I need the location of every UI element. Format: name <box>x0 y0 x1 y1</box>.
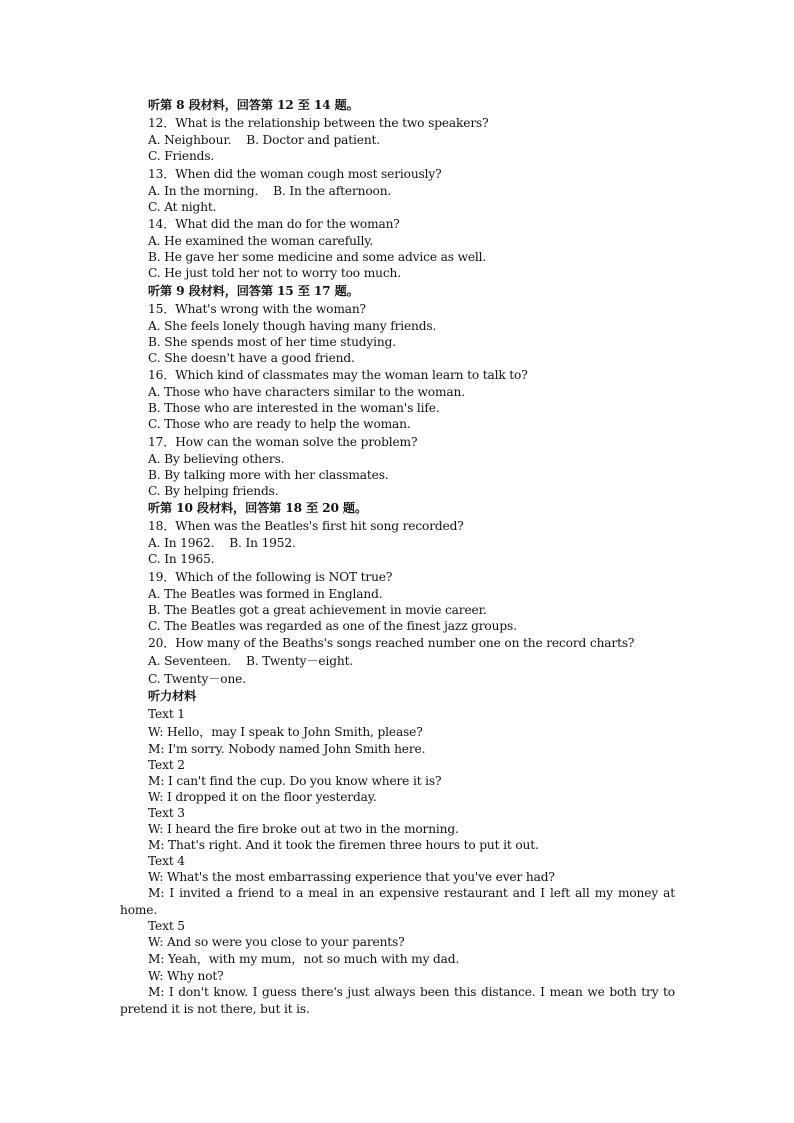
text-1-line-1: W: Hello，may I speak to John Smith, please? <box>148 725 423 739</box>
text-4-label: Text 4 <box>148 854 185 868</box>
question-19-option-a: A. The Beatles was formed in England. <box>148 587 383 601</box>
question-16-option-c: C. Those who are ready to help the woman. <box>148 417 411 431</box>
question-13-option-c: C. At night. <box>148 200 217 214</box>
text-2-label: Text 2 <box>148 758 185 772</box>
text-4-line-1: W: What's the most embarrassing experience that you've ever had? <box>148 870 555 884</box>
question-17-option-b: B. By talking more with her classmates. <box>148 468 389 482</box>
question-16-option-a: A. Those who have characters similar to the woman. <box>148 385 465 399</box>
question-14-option-b: B. He gave her some medicine and some advice as well. <box>148 250 487 264</box>
question-14: 14．What did the man do for the woman? <box>148 217 400 231</box>
question-15-option-a: A. She feels lonely though having many friends. <box>148 319 437 333</box>
question-15-option-b: B. She spends most of her time studying. <box>148 335 396 349</box>
transcript-header: 听力材料 <box>148 689 197 703</box>
question-17-option-c: C. By helping friends. <box>148 484 279 498</box>
text-5-line-4: M: I don't know. I guess there's just always been this distance. I mean we both try to pretend it is not there, but it is. <box>120 985 675 1016</box>
text-5-line-1: W: And so were you close to your parents? <box>148 935 405 949</box>
question-14-option-a: A. He examined the woman carefully. <box>148 234 374 248</box>
question-14-option-c: C. He just told her not to worry too much. <box>148 266 401 280</box>
text-5-line-2: M: Yeah，with my mum，not so much with my dad. <box>148 952 460 966</box>
text-5-line-3: W: Why not? <box>148 969 224 983</box>
question-15-option-c: C. She doesn't have a good friend. <box>148 351 355 365</box>
text-4-line-2: M: I invited a friend to a meal in an expensive restaurant and I left all my money at home. <box>120 886 675 917</box>
question-16-option-b: B. Those who are interested in the woman's life. <box>148 401 440 415</box>
question-20-option-c: C. Twenty－one. <box>148 672 246 686</box>
question-13: 13．When did the woman cough most seriously? <box>148 167 442 181</box>
question-19-option-b: B. The Beatles got a great achievement in movie career. <box>148 603 487 617</box>
section-9-header: 听第 9 段材料，回答第 15 至 17 题。 <box>148 284 359 298</box>
section-10-header: 听第 10 段材料，回答第 18 至 20 题。 <box>148 501 367 515</box>
question-13-options-ab: A. In the morning. B. In the afternoon. <box>148 184 392 198</box>
text-3-line-2: M: That's right. And it took the firemen three hours to put it out. <box>148 838 539 852</box>
question-12-options-ab: A. Neighbour. B. Doctor and patient. <box>148 133 381 147</box>
question-15: 15．What's wrong with the woman? <box>148 302 366 316</box>
section-8-header: 听第 8 段材料，回答第 12 至 14 题。 <box>148 98 359 112</box>
text-5-label: Text 5 <box>148 919 185 933</box>
question-19: 19．Which of the following is NOT true? <box>148 570 393 584</box>
question-18: 18．When was the Beatles's first hit song recorded? <box>148 519 464 533</box>
question-12-option-c: C. Friends. <box>148 149 215 163</box>
text-1-line-2: M: I'm sorry. Nobody named John Smith here. <box>148 742 426 756</box>
text-1-label: Text 1 <box>148 707 185 721</box>
text-3-label: Text 3 <box>148 806 185 820</box>
text-2-line-1: M: I can't find the cup. Do you know where it is? <box>148 774 442 788</box>
question-17: 17．How can the woman solve the problem? <box>148 435 418 449</box>
question-18-options-ab: A. In 1962. B. In 1952. <box>148 536 296 550</box>
text-2-line-2: W: I dropped it on the floor yesterday. <box>148 790 377 804</box>
question-17-option-a: A. By believing others. <box>148 452 285 466</box>
question-20: 20．How many of the Beaths's songs reached number one on the record charts? <box>148 636 635 650</box>
question-12: 12．What is the relationship between the two speakers? <box>148 116 489 130</box>
question-19-option-c: C. The Beatles was regarded as one of the finest jazz groups. <box>148 619 517 633</box>
question-18-option-c: C. In 1965. <box>148 552 215 566</box>
text-3-line-1: W: I heard the fire broke out at two in the morning. <box>148 822 459 836</box>
question-16: 16．Which kind of classmates may the woman learn to talk to? <box>148 368 528 382</box>
question-20-options-ab: A. Seventeen. B. Twenty－eight. <box>148 654 354 668</box>
